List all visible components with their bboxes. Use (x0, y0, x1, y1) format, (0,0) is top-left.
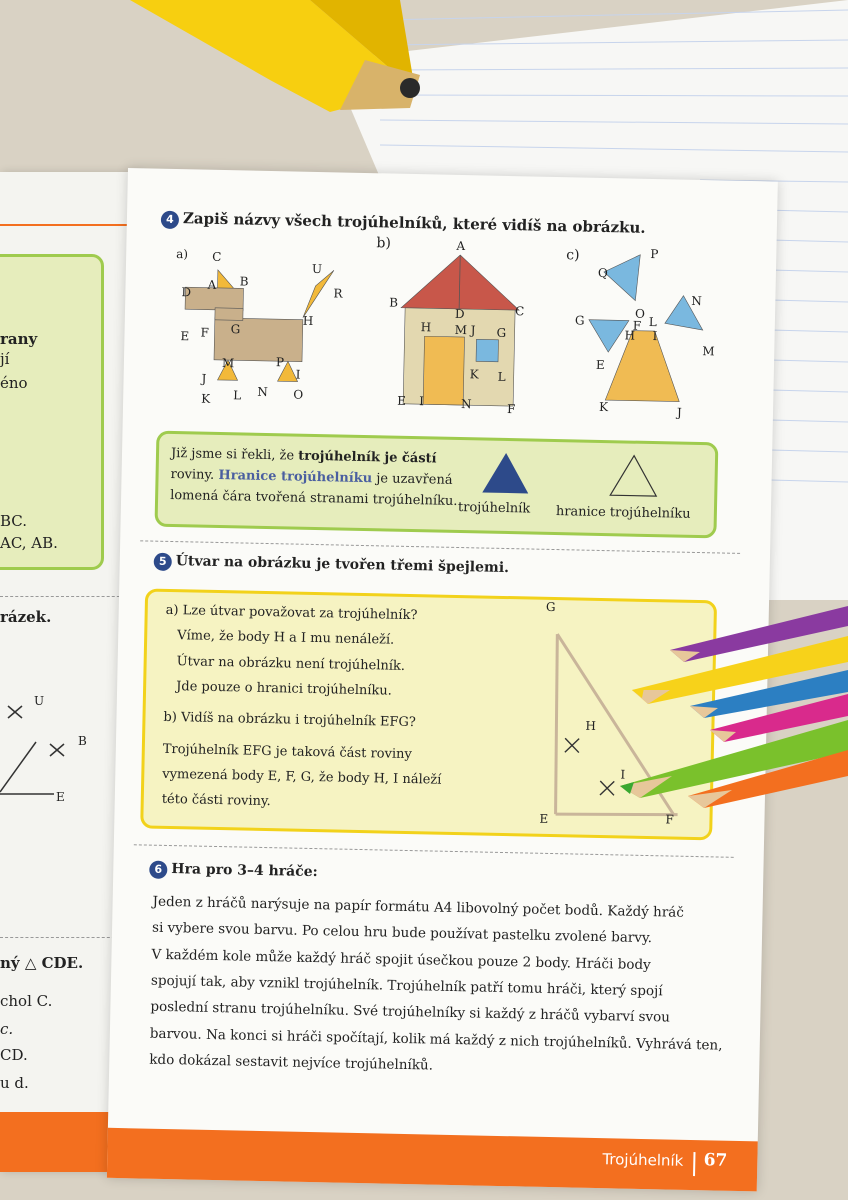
label-trojuhelnik: trojúhelník (457, 499, 531, 517)
ex5-label-f: F (665, 812, 674, 827)
b-label-g: G (496, 325, 507, 340)
part-a-label: a) (176, 247, 189, 262)
left-text-9: c. (0, 1020, 14, 1038)
ex5-label-h: H (585, 718, 597, 733)
a-label-k: K (201, 391, 211, 406)
c-label-o: O (634, 306, 646, 321)
part-c-label: c) (566, 247, 580, 264)
yellow-pencil-top (110, 0, 440, 120)
left-label-u: U (34, 694, 45, 708)
left-text-10: CD. (0, 1046, 28, 1064)
part-b-label: b) (376, 235, 392, 252)
a-label-p: P (275, 355, 285, 370)
c-label-h: H (624, 328, 636, 343)
a-label-l: L (233, 388, 242, 403)
b-label-f: F (506, 401, 516, 417)
left-text-7: ný △ CDE. (0, 954, 84, 972)
c-label-p: P (650, 246, 659, 262)
c-label-f: F (632, 318, 642, 333)
c-label-l: L (648, 314, 658, 330)
a-label-d: D (181, 285, 192, 300)
a-label-u: U (311, 261, 323, 277)
footer-label: Trojúhelník (602, 1150, 684, 1170)
left-label-b: B (78, 734, 87, 748)
a-label-b: B (239, 274, 249, 289)
b-label-c: C (514, 304, 525, 319)
a-label-f: F (200, 325, 210, 340)
exercise-5-text: a) Lze útvar považovat za trojúhelník? Víme, že body H a I mu nenáleží. Útvar na obrázku není trojúhelník. Jde pouze o hranici trojúhelníku. b) Vidíš na obrázku i trojúhelník EFG? Trojúhelník EFG je taková část roviny vymezená body E, F, G, že body H, I náleží této části roviny. (161, 602, 442, 810)
a-label-n: N (257, 384, 268, 399)
a-label-e: E (180, 329, 190, 344)
c-label-e: E (595, 357, 605, 373)
b-label-b: B (389, 295, 399, 310)
colored-pencils (600, 590, 848, 820)
exercise-4-title: 4 Zapiš názvy všech trojúhelníků, které vidíš na obrázku. (161, 209, 646, 239)
left-text-2: jí (0, 350, 10, 368)
a-label-o: O (293, 387, 304, 402)
c-label-i: I (652, 329, 658, 344)
info-box (154, 431, 718, 539)
left-text-3: éno (0, 374, 28, 392)
exercise-4-number: 4 (161, 211, 179, 229)
filled-triangle-icon (480, 450, 531, 495)
a-label-a: A (207, 277, 217, 292)
a-label-h: H (302, 313, 314, 328)
a-label-g: G (230, 322, 241, 337)
left-text-4: BC. (0, 512, 28, 530)
outline-triangle-icon (608, 453, 659, 498)
b-label-n: N (460, 397, 472, 412)
c-label-k: K (598, 399, 609, 415)
left-text-5: AC, AB. (0, 534, 58, 552)
a-label-c: C (212, 249, 222, 264)
left-text-11: u d. (0, 1074, 29, 1092)
c-label-n: N (691, 293, 702, 309)
page-number: 67 (703, 1150, 728, 1171)
a-label-j: J (201, 371, 207, 386)
b-label-e: E (397, 393, 407, 408)
a-label-r: R (333, 286, 343, 301)
info-text: Již jsme si řekli, že trojúhelník je částí roviny. Hranice trojúhelníku je uzavřená lomená čára tvořená stranami trojúhelníku. (170, 445, 458, 509)
c-label-m: M (702, 344, 715, 359)
b-label-k: K (469, 367, 479, 382)
c-label-q: Q (597, 265, 608, 281)
left-text-6: rázek. (0, 608, 52, 626)
exercise-6-title: 6 Hra pro 3–4 hráče: (149, 861, 318, 883)
exercise-5-number: 5 (154, 553, 172, 571)
ex5-label-g: G (545, 599, 556, 615)
a-label-i: I (295, 367, 301, 382)
left-label-e: E (56, 790, 65, 804)
ex5-label-e: E (539, 811, 549, 826)
exercise-6-number: 6 (149, 861, 167, 879)
label-hranice: hranice trojúhelníku (555, 504, 691, 522)
a-label-m: M (221, 356, 235, 371)
left-page-triangle-figure (0, 682, 130, 802)
b-label-d: D (454, 306, 465, 322)
exercise-6-text: Jeden z hráčů narýsuje na papír formátu A4 libovolný počet bodů. Každý hráč si vybere svou barvu. Po celou hru bude používat pastelku zvolené barvy. V každém kole může každý hráč spojit úsečkou pouze 2 body. Hráči body spojují tak, aby vznikl trojúhelník. Trojúhelník patří tomu hráči, který spojí poslední stranu trojúhelníku. Své trojúhelníky si každý z hráčů vybarví svou barvou. Na konci si hráči spočítají, kolik má každý z nich trojúhelníků. Vyhrává ten, kdo dokázal sestavit nejvíce trojúhelníků. (149, 893, 723, 1074)
exercise-5-title: 5 Útvar na obrázku je tvořen třemi špejlemi. (154, 553, 510, 578)
b-label-l: L (497, 369, 506, 384)
b-label-h: H (420, 320, 432, 335)
left-text-1: rany (0, 330, 38, 348)
c-label-g: G (574, 313, 585, 328)
ex5-label-i: I (620, 767, 626, 782)
b-label-m: M (454, 322, 468, 338)
b-label-j: J (470, 323, 476, 338)
c-label-j: J (676, 405, 682, 420)
left-text-8: chol C. (0, 992, 53, 1010)
b-label-a: A (456, 238, 466, 254)
b-label-i: I (419, 394, 425, 409)
